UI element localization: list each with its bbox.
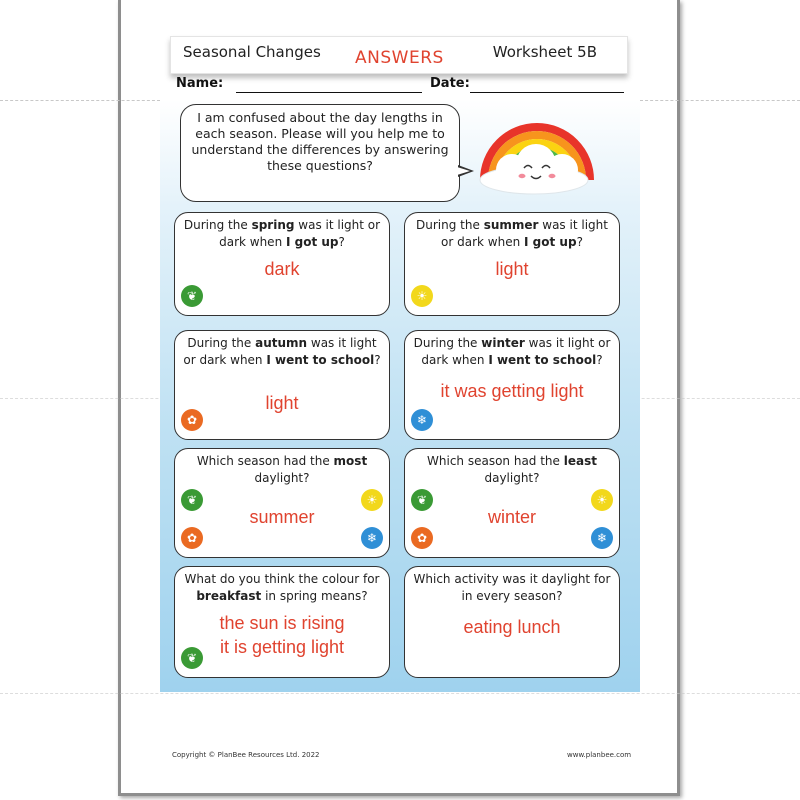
snowflake-icon: ❄	[411, 409, 433, 431]
copyright-text: Copyright © PlanBee Resources Ltd. 2022	[172, 751, 320, 759]
date-label: Date:	[430, 76, 470, 91]
leaf-icon: ❦	[181, 647, 203, 669]
leaf-icon: ❦	[181, 285, 203, 307]
answers-label: ANSWERS	[355, 48, 444, 68]
question-card-most-daylight	[174, 448, 390, 558]
question-text: During the spring was it light or dark when I got up?	[183, 218, 381, 249]
name-label: Name:	[176, 76, 224, 91]
question-text: During the winter was it light or dark when I went to school?	[413, 336, 611, 367]
leaf-icon: ❦	[411, 489, 433, 511]
sun-icon: ☀	[591, 489, 613, 511]
worksheet-header	[170, 36, 628, 74]
answer-text-line-1: the sun is rising	[219, 613, 345, 633]
speech-bubble	[180, 104, 460, 202]
question-card-spring-got-up	[174, 212, 390, 316]
worksheet-number: Worksheet 5B	[492, 43, 597, 61]
watermark-line	[0, 693, 800, 694]
website-link[interactable]: www.planbee.com	[567, 751, 632, 759]
watermark-line	[640, 100, 800, 101]
sun-icon: ☀	[361, 489, 383, 511]
answer-text: dark	[264, 259, 300, 279]
question-card-daylight-activity	[404, 566, 620, 678]
question-text: Which season had the least daylight?	[427, 454, 597, 485]
question-text: Which season had the most daylight?	[196, 454, 368, 485]
leaf-icon: ❦	[181, 489, 203, 511]
question-card-autumn-school	[174, 330, 390, 440]
answer-text: eating lunch	[463, 617, 561, 637]
speech-bubble-tail-inner	[457, 167, 470, 175]
question-card-breakfast-colour	[174, 566, 390, 678]
maple-leaf-icon: ✿	[411, 527, 433, 549]
question-card-winter-school	[404, 330, 620, 440]
snowflake-icon: ❄	[591, 527, 613, 549]
question-text: During the autumn was it light or dark when I went to school?	[183, 336, 381, 367]
snowflake-icon: ❄	[361, 527, 383, 549]
question-text: What do you think the colour for breakfast in spring means?	[184, 572, 380, 603]
question-card-least-daylight	[404, 448, 620, 558]
question-text: Which activity was it daylight for in every season?	[413, 572, 611, 603]
maple-leaf-icon: ✿	[181, 527, 203, 549]
sun-icon: ☀	[411, 285, 433, 307]
worksheet-title: Seasonal Changes	[183, 43, 321, 61]
question-card-summer-got-up	[404, 212, 620, 316]
answer-text: light	[495, 259, 529, 279]
name-field[interactable]	[236, 92, 422, 93]
answer-text-line-2: it is getting light	[219, 637, 345, 657]
speech-text: I am confused about the day lengths in each season. Please will you help me to understand the differences by answering these questions?	[191, 110, 449, 173]
answer-text: light	[265, 393, 299, 413]
rainbow-cloud-icon	[472, 110, 602, 196]
maple-leaf-icon: ✿	[181, 409, 203, 431]
watermark-line	[0, 100, 160, 101]
question-text: During the summer was it light or dark when I got up?	[416, 218, 608, 249]
answer-text: summer	[249, 507, 315, 527]
date-field[interactable]	[470, 92, 624, 93]
answer-text: it was getting light	[440, 381, 584, 401]
answer-text: winter	[487, 507, 536, 527]
